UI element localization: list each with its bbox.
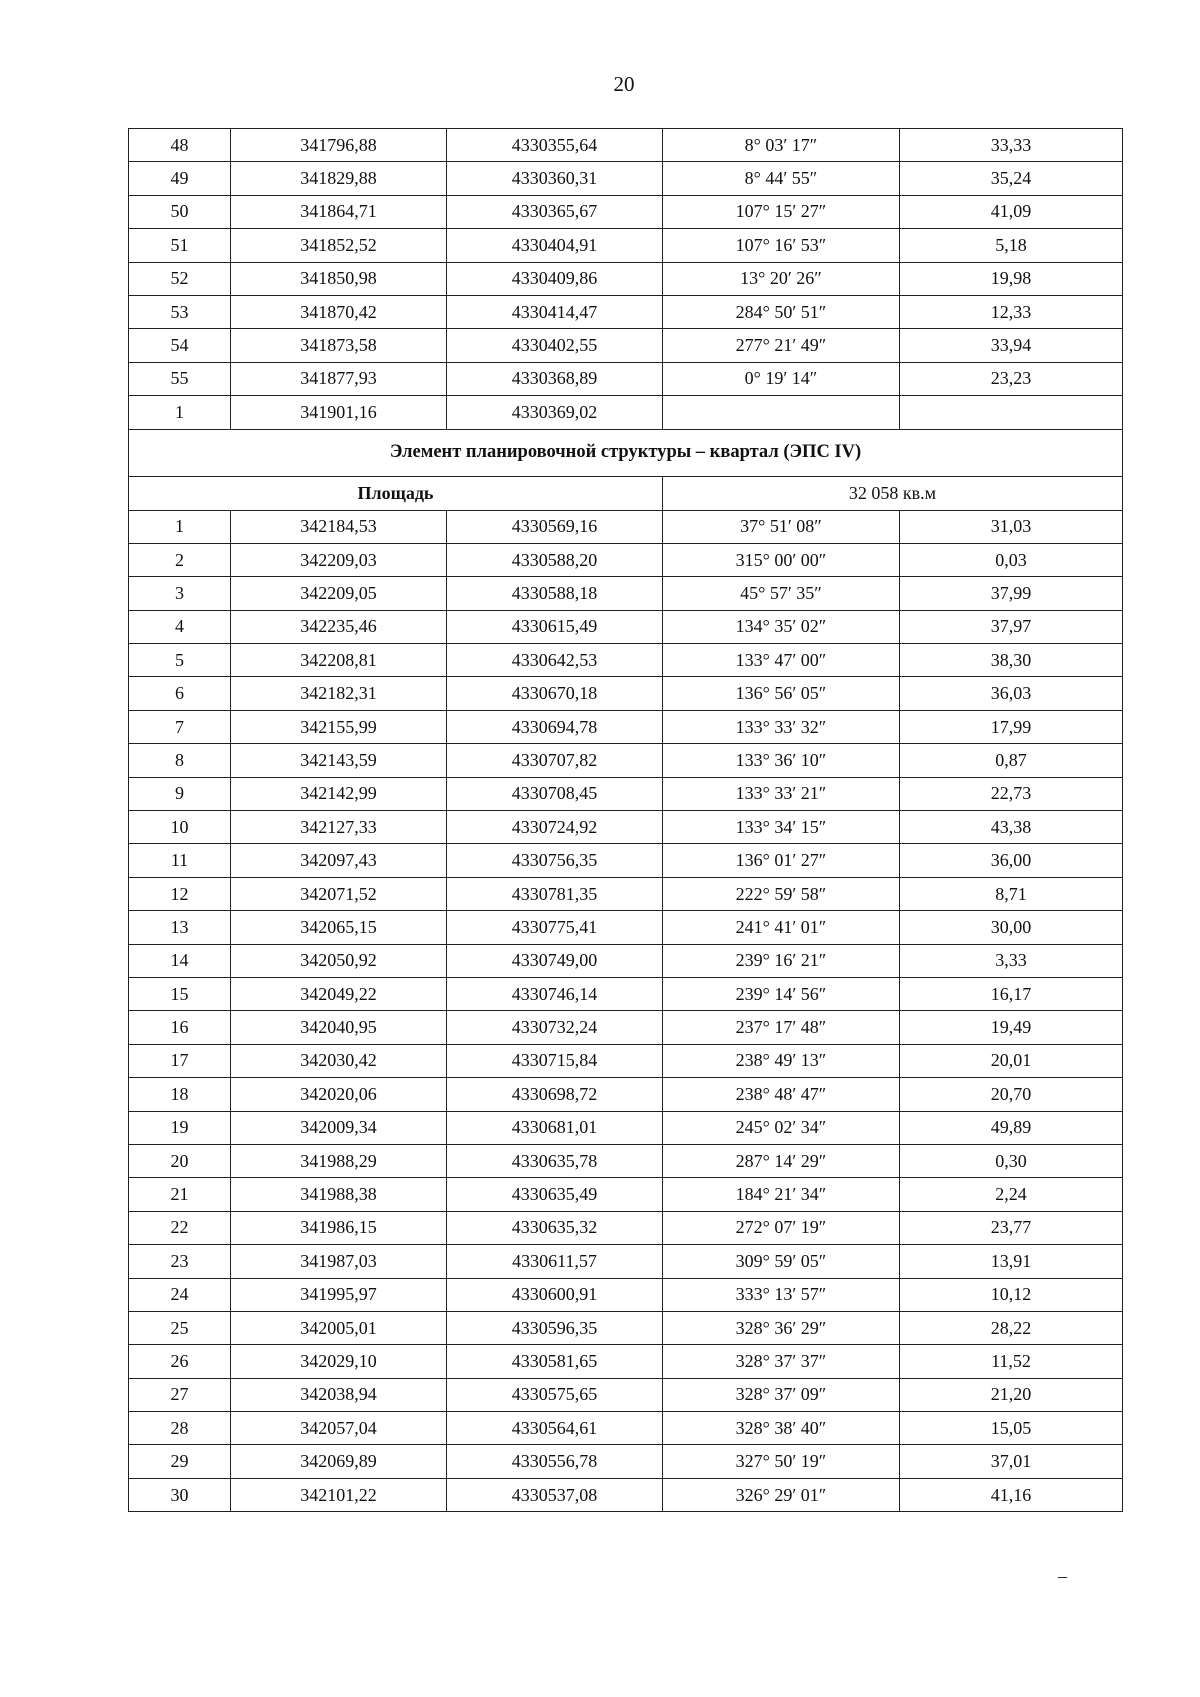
point-number-cell: 4 [129,610,231,643]
table-row [129,977,1123,1010]
y-coordinate-cell: 4330409,86 [447,262,663,295]
x-coordinate-cell: 342069,89 [231,1445,447,1478]
y-coordinate-cell: 4330746,14 [447,977,663,1010]
y-coordinate-cell: 4330404,91 [447,229,663,262]
distance-cell: 36,00 [900,844,1123,877]
table-row [129,329,1123,362]
distance-cell: 43,38 [900,811,1123,844]
distance-cell: 19,98 [900,262,1123,295]
direction-angle-cell: 238° 49′ 13″ [663,1044,900,1077]
table-row [129,877,1123,910]
point-number-cell: 11 [129,844,231,877]
point-number-cell: 54 [129,329,231,362]
x-coordinate-cell: 341873,58 [231,329,447,362]
table-row [129,1345,1123,1378]
x-coordinate-cell: 341796,88 [231,129,447,162]
area-row [129,476,1123,510]
point-number-cell: 8 [129,744,231,777]
x-coordinate-cell: 342020,06 [231,1078,447,1111]
distance-cell: 10,12 [900,1278,1123,1311]
direction-angle-cell: 107° 15′ 27″ [663,195,900,228]
table-row [129,644,1123,677]
y-coordinate-cell: 4330694,78 [447,710,663,743]
x-coordinate-cell: 342184,53 [231,510,447,543]
section-title-row [129,429,1123,476]
direction-angle-cell: 133° 33′ 21″ [663,777,900,810]
y-coordinate-cell: 4330575,65 [447,1378,663,1411]
direction-angle-cell: 277° 21′ 49″ [663,329,900,362]
x-coordinate-cell: 341829,88 [231,162,447,195]
distance-cell: 31,03 [900,510,1123,543]
direction-angle-cell: 328° 37′ 09″ [663,1378,900,1411]
y-coordinate-cell: 4330756,35 [447,844,663,877]
point-number-cell: 14 [129,944,231,977]
table-row [129,944,1123,977]
distance-cell: 49,89 [900,1111,1123,1144]
y-coordinate-cell: 4330775,41 [447,911,663,944]
y-coordinate-cell: 4330708,45 [447,777,663,810]
distance-cell: 28,22 [900,1311,1123,1344]
direction-angle-cell: 287° 14′ 29″ [663,1144,900,1177]
distance-cell: 30,00 [900,911,1123,944]
y-coordinate-cell: 4330781,35 [447,877,663,910]
table-row [129,1144,1123,1177]
point-number-cell: 7 [129,710,231,743]
table-body-top [129,129,1123,430]
x-coordinate-cell: 342097,43 [231,844,447,877]
x-coordinate-cell: 342050,92 [231,944,447,977]
direction-angle-cell: 238° 48′ 47″ [663,1078,900,1111]
x-coordinate-cell: 342049,22 [231,977,447,1010]
distance-cell: 37,01 [900,1445,1123,1478]
table-row [129,510,1123,543]
table-row [129,1478,1123,1511]
x-coordinate-cell: 342029,10 [231,1345,447,1378]
x-coordinate-cell: 341988,29 [231,1144,447,1177]
distance-cell: 17,99 [900,710,1123,743]
section-header [129,429,1123,510]
point-number-cell: 6 [129,677,231,710]
table-row [129,195,1123,228]
y-coordinate-cell: 4330569,16 [447,510,663,543]
y-coordinate-cell: 4330588,18 [447,577,663,610]
x-coordinate-cell: 342101,22 [231,1478,447,1511]
x-coordinate-cell: 341995,97 [231,1278,447,1311]
direction-angle-cell: 315° 00′ 00″ [663,543,900,576]
point-number-cell: 24 [129,1278,231,1311]
y-coordinate-cell: 4330600,91 [447,1278,663,1311]
point-number-cell: 26 [129,1345,231,1378]
point-number-cell: 9 [129,777,231,810]
coordinates-table [128,128,1123,1512]
distance-cell: 20,70 [900,1078,1123,1111]
x-coordinate-cell: 342005,01 [231,1311,447,1344]
x-coordinate-cell: 341850,98 [231,262,447,295]
table-row [129,577,1123,610]
table-row [129,1178,1123,1211]
direction-angle-cell: 107° 16′ 53″ [663,229,900,262]
y-coordinate-cell: 4330635,78 [447,1144,663,1177]
page-number: 20 [613,72,635,96]
point-number-cell: 19 [129,1111,231,1144]
point-number-cell: 18 [129,1078,231,1111]
table-row [129,1211,1123,1244]
direction-angle-cell: 241° 41′ 01″ [663,911,900,944]
point-number-cell: 28 [129,1412,231,1445]
point-number-cell: 22 [129,1211,231,1244]
table-row [129,610,1123,643]
distance-cell: 19,49 [900,1011,1123,1044]
x-coordinate-cell: 342065,15 [231,911,447,944]
table-row [129,744,1123,777]
point-number-cell: 15 [129,977,231,1010]
direction-angle-cell: 245° 02′ 34″ [663,1111,900,1144]
y-coordinate-cell: 4330355,64 [447,129,663,162]
y-coordinate-cell: 4330681,01 [447,1111,663,1144]
distance-cell: 15,05 [900,1412,1123,1445]
area-label: Площадь [129,476,663,510]
direction-angle-cell: 136° 56′ 05″ [663,677,900,710]
table-row [129,1078,1123,1111]
point-number-cell: 17 [129,1044,231,1077]
table-row [129,1378,1123,1411]
y-coordinate-cell: 4330724,92 [447,811,663,844]
direction-angle-cell: 133° 47′ 00″ [663,644,900,677]
distance-cell: 13,91 [900,1245,1123,1278]
distance-cell: 5,18 [900,229,1123,262]
area-value: 32 058 кв.м [663,476,1123,510]
direction-angle-cell: 134° 35′ 02″ [663,610,900,643]
x-coordinate-cell: 342208,81 [231,644,447,677]
direction-angle-cell: 184° 21′ 34″ [663,1178,900,1211]
x-coordinate-cell: 341988,38 [231,1178,447,1211]
point-number-cell: 1 [129,396,231,429]
point-number-cell: 10 [129,811,231,844]
direction-angle-cell: 328° 36′ 29″ [663,1311,900,1344]
y-coordinate-cell: 4330635,32 [447,1211,663,1244]
y-coordinate-cell: 4330368,89 [447,362,663,395]
table-row [129,229,1123,262]
distance-cell: 35,24 [900,162,1123,195]
point-number-cell: 5 [129,644,231,677]
y-coordinate-cell: 4330670,18 [447,677,663,710]
distance-cell: 22,73 [900,777,1123,810]
y-coordinate-cell: 4330707,82 [447,744,663,777]
table-row [129,1044,1123,1077]
table-row [129,543,1123,576]
y-coordinate-cell: 4330732,24 [447,1011,663,1044]
direction-angle-cell: 37° 51′ 08″ [663,510,900,543]
direction-angle-cell: 237° 17′ 48″ [663,1011,900,1044]
distance-cell: 23,23 [900,362,1123,395]
direction-angle-cell: 333° 13′ 57″ [663,1278,900,1311]
distance-cell [900,396,1123,429]
point-number-cell: 30 [129,1478,231,1511]
direction-angle-cell: 239° 14′ 56″ [663,977,900,1010]
y-coordinate-cell: 4330369,02 [447,396,663,429]
table-row [129,1412,1123,1445]
direction-angle-cell: 328° 37′ 37″ [663,1345,900,1378]
table-body-bottom [129,510,1123,1512]
distance-cell: 8,71 [900,877,1123,910]
x-coordinate-cell: 341986,15 [231,1211,447,1244]
y-coordinate-cell: 4330715,84 [447,1044,663,1077]
direction-angle-cell [663,396,900,429]
x-coordinate-cell: 342182,31 [231,677,447,710]
distance-cell: 41,16 [900,1478,1123,1511]
y-coordinate-cell: 4330581,65 [447,1345,663,1378]
point-number-cell: 13 [129,911,231,944]
direction-angle-cell: 136° 01′ 27″ [663,844,900,877]
direction-angle-cell: 133° 36′ 10″ [663,744,900,777]
point-number-cell: 49 [129,162,231,195]
table-row [129,295,1123,328]
x-coordinate-cell: 342142,99 [231,777,447,810]
direction-angle-cell: 8° 44′ 55″ [663,162,900,195]
y-coordinate-cell: 4330564,61 [447,1412,663,1445]
x-coordinate-cell: 341901,16 [231,396,447,429]
y-coordinate-cell: 4330537,08 [447,1478,663,1511]
distance-cell: 33,94 [900,329,1123,362]
x-coordinate-cell: 342155,99 [231,710,447,743]
trailing-dash: – [1058,1566,1067,1586]
x-coordinate-cell: 341987,03 [231,1245,447,1278]
direction-angle-cell: 326° 29′ 01″ [663,1478,900,1511]
x-coordinate-cell: 342209,03 [231,543,447,576]
table-row [129,129,1123,162]
distance-cell: 11,52 [900,1345,1123,1378]
direction-angle-cell: 272° 07′ 19″ [663,1211,900,1244]
point-number-cell: 20 [129,1144,231,1177]
section-title: Элемент планировочной структуры – квартал (ЭПС IV) [129,429,1123,476]
distance-cell: 0,03 [900,543,1123,576]
x-coordinate-cell: 341870,42 [231,295,447,328]
y-coordinate-cell: 4330588,20 [447,543,663,576]
table-row [129,777,1123,810]
x-coordinate-cell: 342143,59 [231,744,447,777]
point-number-cell: 55 [129,362,231,395]
table-row [129,262,1123,295]
point-number-cell: 51 [129,229,231,262]
table-row [129,710,1123,743]
point-number-cell: 53 [129,295,231,328]
x-coordinate-cell: 342071,52 [231,877,447,910]
table-row [129,1445,1123,1478]
x-coordinate-cell: 342038,94 [231,1378,447,1411]
distance-cell: 3,33 [900,944,1123,977]
table-row [129,162,1123,195]
point-number-cell: 12 [129,877,231,910]
distance-cell: 23,77 [900,1211,1123,1244]
direction-angle-cell: 284° 50′ 51″ [663,295,900,328]
distance-cell: 36,03 [900,677,1123,710]
point-number-cell: 1 [129,510,231,543]
direction-angle-cell: 222° 59′ 58″ [663,877,900,910]
direction-angle-cell: 309° 59′ 05″ [663,1245,900,1278]
distance-cell: 41,09 [900,195,1123,228]
distance-cell: 21,20 [900,1378,1123,1411]
distance-cell: 12,33 [900,295,1123,328]
direction-angle-cell: 13° 20′ 26″ [663,262,900,295]
x-coordinate-cell: 341877,93 [231,362,447,395]
y-coordinate-cell: 4330615,49 [447,610,663,643]
distance-cell: 38,30 [900,644,1123,677]
table-row [129,396,1123,429]
direction-angle-cell: 328° 38′ 40″ [663,1412,900,1445]
distance-cell: 37,99 [900,577,1123,610]
point-number-cell: 52 [129,262,231,295]
table-row [129,1311,1123,1344]
distance-cell: 16,17 [900,977,1123,1010]
direction-angle-cell: 8° 03′ 17″ [663,129,900,162]
direction-angle-cell: 133° 33′ 32″ [663,710,900,743]
y-coordinate-cell: 4330360,31 [447,162,663,195]
x-coordinate-cell: 342209,05 [231,577,447,610]
x-coordinate-cell: 342127,33 [231,811,447,844]
point-number-cell: 25 [129,1311,231,1344]
point-number-cell: 29 [129,1445,231,1478]
y-coordinate-cell: 4330749,00 [447,944,663,977]
x-coordinate-cell: 342235,46 [231,610,447,643]
table-row [129,1278,1123,1311]
table-row [129,1111,1123,1144]
point-number-cell: 50 [129,195,231,228]
y-coordinate-cell: 4330635,49 [447,1178,663,1211]
direction-angle-cell: 239° 16′ 21″ [663,944,900,977]
y-coordinate-cell: 4330642,53 [447,644,663,677]
point-number-cell: 2 [129,543,231,576]
y-coordinate-cell: 4330414,47 [447,295,663,328]
table-row [129,1245,1123,1278]
table-row [129,677,1123,710]
direction-angle-cell: 45° 57′ 35″ [663,577,900,610]
distance-cell: 20,01 [900,1044,1123,1077]
x-coordinate-cell: 342040,95 [231,1011,447,1044]
distance-cell: 37,97 [900,610,1123,643]
point-number-cell: 21 [129,1178,231,1211]
table-row [129,844,1123,877]
distance-cell: 33,33 [900,129,1123,162]
table-row [129,811,1123,844]
y-coordinate-cell: 4330365,67 [447,195,663,228]
x-coordinate-cell: 342009,34 [231,1111,447,1144]
direction-angle-cell: 133° 34′ 15″ [663,811,900,844]
table-row [129,911,1123,944]
direction-angle-cell: 0° 19′ 14″ [663,362,900,395]
x-coordinate-cell: 342030,42 [231,1044,447,1077]
table-row [129,1011,1123,1044]
x-coordinate-cell: 341852,52 [231,229,447,262]
distance-cell: 2,24 [900,1178,1123,1211]
y-coordinate-cell: 4330402,55 [447,329,663,362]
point-number-cell: 23 [129,1245,231,1278]
point-number-cell: 16 [129,1011,231,1044]
y-coordinate-cell: 4330596,35 [447,1311,663,1344]
point-number-cell: 48 [129,129,231,162]
point-number-cell: 3 [129,577,231,610]
point-number-cell: 27 [129,1378,231,1411]
x-coordinate-cell: 341864,71 [231,195,447,228]
direction-angle-cell: 327° 50′ 19″ [663,1445,900,1478]
y-coordinate-cell: 4330556,78 [447,1445,663,1478]
y-coordinate-cell: 4330611,57 [447,1245,663,1278]
distance-cell: 0,30 [900,1144,1123,1177]
distance-cell: 0,87 [900,744,1123,777]
x-coordinate-cell: 342057,04 [231,1412,447,1445]
y-coordinate-cell: 4330698,72 [447,1078,663,1111]
table-row [129,362,1123,395]
